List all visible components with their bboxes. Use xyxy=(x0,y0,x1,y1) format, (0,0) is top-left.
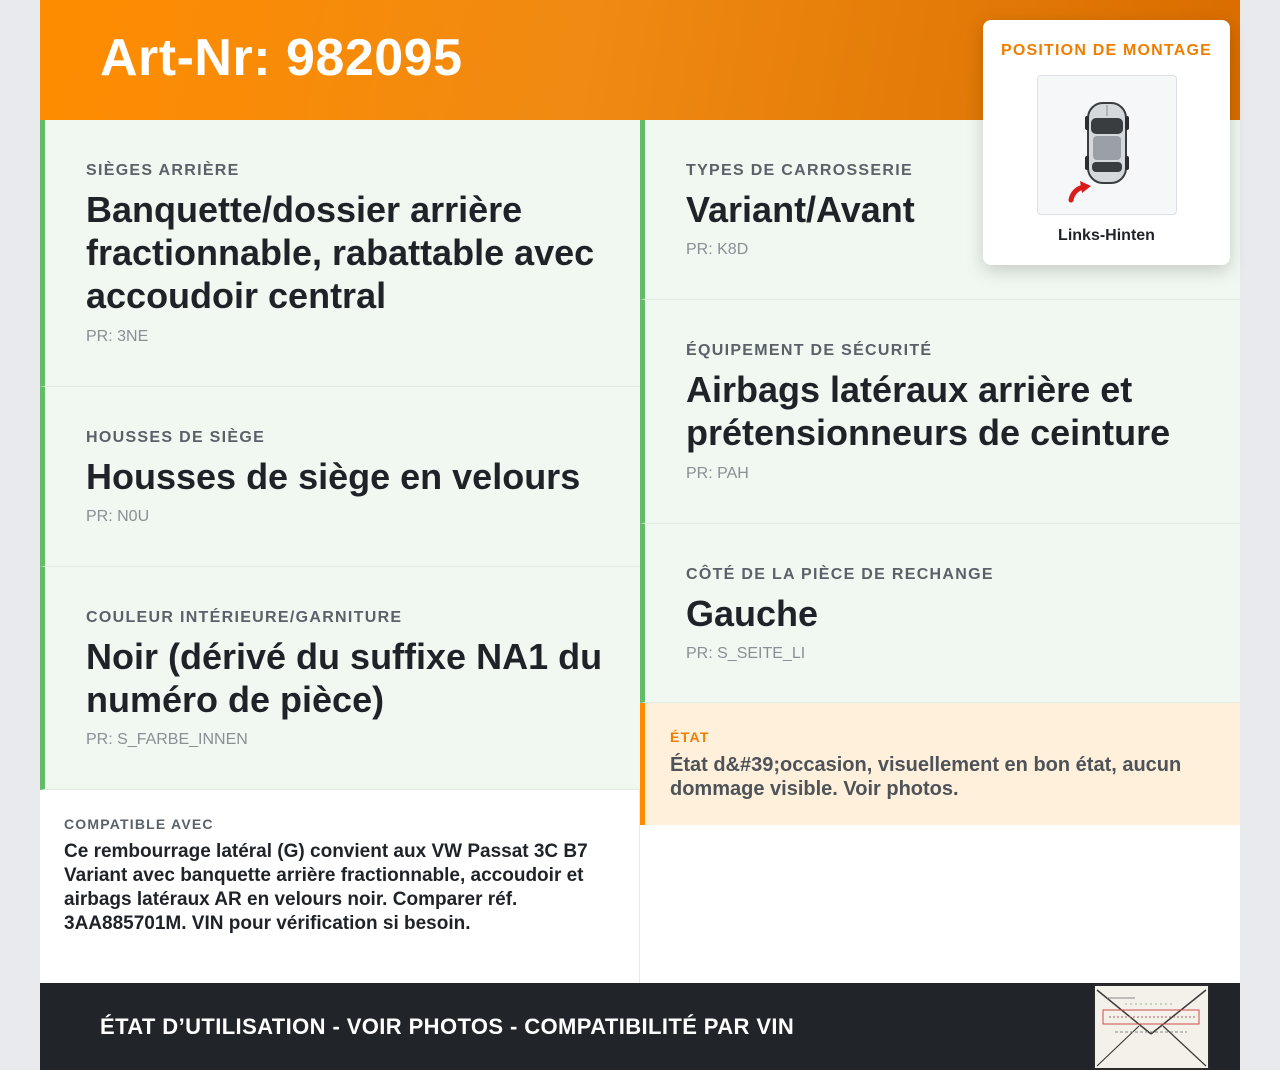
card-code: PR: S_SEITE_LI xyxy=(686,645,806,662)
condition-text: État d&#39;occasion, visuellement en bon état, aucun dommage visible. Voir photos. xyxy=(670,754,1182,800)
card-code: PR: N0U xyxy=(86,508,150,525)
arrow-indicator-icon xyxy=(1067,178,1097,208)
card-label: HOUSSES DE SIÈGE xyxy=(86,429,266,446)
card-seat-covers xyxy=(40,387,640,567)
card-label: TYPES DE CARROSSERIE xyxy=(686,162,913,179)
card-label: SIÈGES ARRIÈRE xyxy=(86,162,240,179)
footer-bar xyxy=(40,983,1240,1070)
card-value: Gauche xyxy=(686,593,819,634)
card-value: Banquette/dossier arrière fractionnable, rabattable avec accoudoir central xyxy=(86,189,595,316)
condition-box xyxy=(640,703,1240,825)
footer-text: ÉTAT D’UTILISATION - VOIR PHOTOS - COMPATIBILITÉ PAR VIN xyxy=(100,1014,795,1039)
card-code: PR: 3NE xyxy=(86,328,149,345)
card-value: Airbags latéraux arrière et prétensionneurs de ceinture xyxy=(686,369,1171,453)
card-value: Variant/Avant xyxy=(686,189,915,230)
card-value: Noir (dérivé du suffixe NA1 du numéro de pièce) xyxy=(86,636,603,720)
compatibility-text: Ce rembourrage latéral (G) convient aux VW Passat 3C B7 Variant avec banquette arrière fractionnable, accoudoir et airbags latéraux AR en velours noir. Comparer réf. 3AA885701M. VIN pour vérification si besoin. xyxy=(64,841,588,934)
card-label: ÉQUIPEMENT DE SÉCURITÉ xyxy=(686,342,933,359)
card-rear-seats xyxy=(40,120,640,387)
mounting-position-value: Links-Hinten xyxy=(1058,227,1155,244)
left-column xyxy=(40,120,640,790)
article-number-title: Art-Nr: 982095 xyxy=(100,29,463,87)
document-stamp-icon xyxy=(1093,984,1210,1070)
compatibility-label: COMPATIBLE AVEC xyxy=(64,816,214,832)
condition-label: ÉTAT xyxy=(670,729,710,745)
card-code: PR: S_FARBE_INNEN xyxy=(86,731,248,748)
car-top-view-icon xyxy=(1037,75,1177,215)
card-safety-equipment xyxy=(640,300,1240,524)
compatibility-box xyxy=(40,790,640,983)
card-code: PR: PAH xyxy=(686,465,749,482)
mounting-position-card xyxy=(983,20,1230,265)
card-label: CÔTÉ DE LA PIÈCE DE RECHANGE xyxy=(686,566,994,583)
mounting-position-label: POSITION DE MONTAGE xyxy=(1001,42,1212,59)
card-code: PR: K8D xyxy=(686,241,749,258)
card-interior-color xyxy=(40,567,640,790)
card-value: Housses de siège en velours xyxy=(86,456,581,497)
card-part-side xyxy=(640,524,1240,703)
card-label: COULEUR INTÉRIEURE/GARNITURE xyxy=(86,609,403,626)
